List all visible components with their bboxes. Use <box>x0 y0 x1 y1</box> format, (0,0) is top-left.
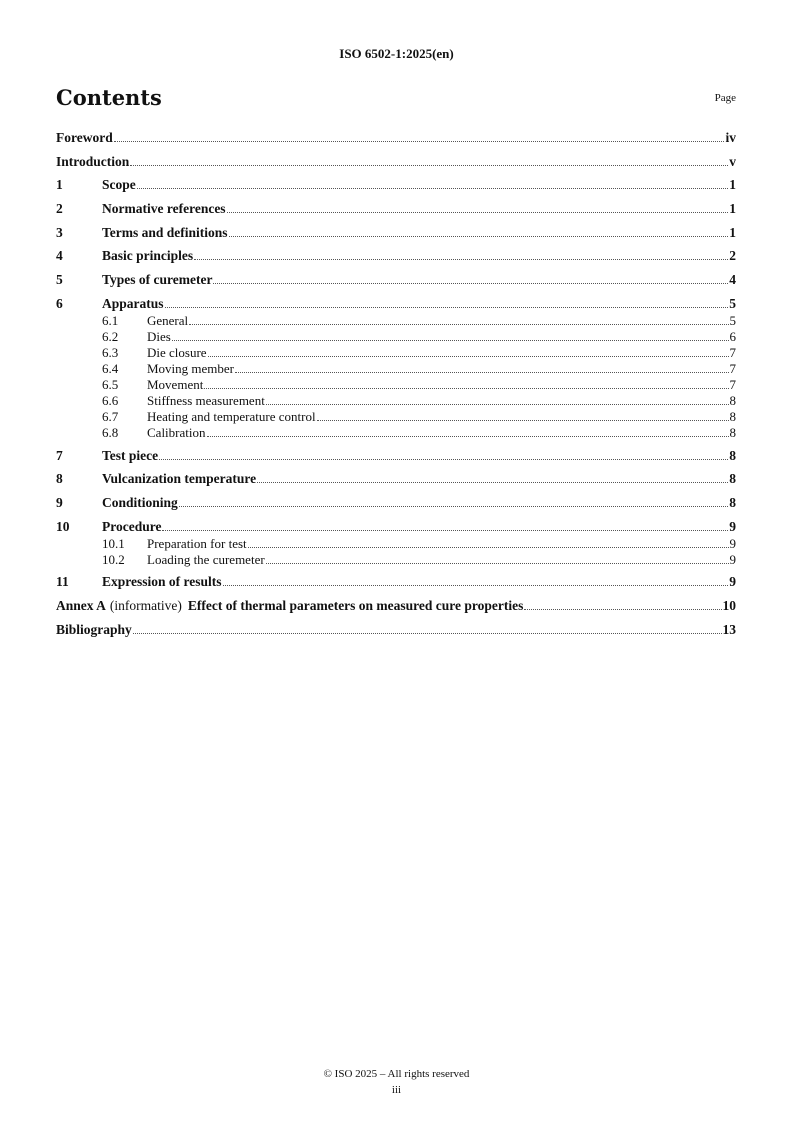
toc-page-number: 5 <box>729 312 736 328</box>
toc-entry-scope[interactable] <box>56 175 736 194</box>
toc-page-number: 7 <box>729 344 736 360</box>
dot-leader <box>130 165 728 166</box>
toc-entry-title: Conditioning <box>102 494 178 510</box>
dot-leader <box>179 506 728 507</box>
toc-page-number: 6 <box>729 328 736 344</box>
dot-leader <box>172 340 729 341</box>
page-footer <box>0 1066 793 1098</box>
toc-entry-vulcanization-temperature[interactable] <box>56 469 736 488</box>
toc-page-number: 1 <box>729 201 736 217</box>
toc-section-number: 10 <box>56 518 70 534</box>
toc-entry-title: Stiffness measurement <box>147 392 265 408</box>
dot-leader <box>159 459 728 460</box>
toc-entry-title: Heating and temperature control <box>147 408 316 424</box>
toc-subentry-die-closure[interactable] <box>56 345 736 361</box>
toc-entry-terms-and-definitions[interactable] <box>56 223 736 242</box>
toc-entry-conditioning[interactable] <box>56 493 736 512</box>
toc-page-number: 7 <box>729 360 736 376</box>
dot-leader <box>189 324 728 325</box>
toc-page-number: 1 <box>729 224 736 240</box>
toc-entry-test-piece[interactable] <box>56 446 736 465</box>
toc-section-number: 10.1 <box>102 535 125 551</box>
dot-leader <box>204 388 728 389</box>
toc-page-number: 8 <box>729 494 736 510</box>
toc-page-number: 9 <box>729 535 736 551</box>
dot-leader <box>165 307 729 308</box>
toc-entry-title: Preparation for test <box>147 535 247 551</box>
toc-entry-title: Bibliography <box>56 621 132 637</box>
toc-section-number: 6.8 <box>102 424 119 440</box>
toc-page-number: 8 <box>729 408 736 424</box>
toc-page-number: v <box>729 153 736 169</box>
toc-section-number: 2 <box>56 201 63 217</box>
toc-section-number: 6.2 <box>102 328 119 344</box>
toc-page-number: 9 <box>729 551 736 567</box>
toc-entry-title: Die closure <box>147 344 207 360</box>
toc-section-number: 10.2 <box>102 551 125 567</box>
toc-subentry-moving-member[interactable] <box>56 361 736 377</box>
toc-entry-introduction[interactable] <box>56 152 736 171</box>
toc-entry-title: Effect of thermal parameters on measured cure properties <box>187 597 524 613</box>
dot-leader <box>266 563 729 564</box>
dot-leader <box>114 141 725 142</box>
annex-type: (informative) <box>109 597 182 613</box>
toc-entry-normative-references[interactable] <box>56 199 736 218</box>
toc-section-number: 4 <box>56 248 63 264</box>
toc-page-number: 5 <box>729 295 736 311</box>
toc-subentry-loading-the-curemeter[interactable] <box>56 552 736 568</box>
dot-leader <box>223 585 729 586</box>
dot-leader <box>317 420 729 421</box>
toc-entry-title: Test piece <box>102 447 159 463</box>
toc-subentry-stiffness-measurement[interactable] <box>56 393 736 409</box>
toc-entry-title: Foreword <box>56 130 113 145</box>
toc-entry-title: Normative references <box>102 201 226 217</box>
dot-leader <box>229 236 729 237</box>
dot-leader <box>213 283 728 284</box>
toc-section-number: 6 <box>56 295 63 311</box>
dot-leader <box>248 547 729 548</box>
toc-subentry-movement[interactable] <box>56 377 736 393</box>
toc-page-number: 8 <box>729 424 736 440</box>
table-of-contents <box>56 128 736 639</box>
toc-entry-bibliography[interactable] <box>56 620 736 639</box>
dot-leader <box>227 212 729 213</box>
toc-entry-title: Basic principles <box>102 248 194 264</box>
toc-entry-title: Procedure <box>102 518 162 534</box>
toc-section-number: 5 <box>56 272 63 288</box>
toc-page-number: 10 <box>722 597 736 613</box>
toc-section-number: 7 <box>56 447 63 463</box>
toc-page-number: 2 <box>729 248 736 264</box>
toc-entry-title: Scope <box>102 177 136 193</box>
dot-leader <box>235 372 728 373</box>
toc-entry-title: Introduction <box>56 153 130 169</box>
toc-page-number: 7 <box>729 376 736 392</box>
dot-leader <box>266 404 729 405</box>
toc-subentry-dies[interactable] <box>56 329 736 345</box>
contents-title: Contents <box>56 85 162 110</box>
toc-entry-procedure[interactable] <box>56 517 736 536</box>
toc-entry-title: Moving member <box>147 360 235 376</box>
dot-leader <box>207 436 729 437</box>
toc-entry-title: Vulcanization temperature <box>102 471 257 487</box>
toc-section-number: 6.7 <box>102 408 119 424</box>
toc-entry-title: Terms and definitions <box>102 224 228 240</box>
toc-entry-types-of-curemeter[interactable] <box>56 270 736 289</box>
toc-section-number: 11 <box>56 574 69 590</box>
toc-subentry-heating-and-temperature-control[interactable] <box>56 409 736 425</box>
page-number: iii <box>391 1084 402 1096</box>
toc-entry-title: General <box>147 312 189 328</box>
toc-page-number: 8 <box>729 447 736 463</box>
dot-leader <box>137 188 729 189</box>
toc-subentry-preparation-for-test[interactable] <box>56 536 736 552</box>
dot-leader <box>208 356 729 357</box>
toc-section-number: 3 <box>56 224 63 240</box>
toc-subentry-general[interactable] <box>56 313 736 329</box>
toc-entry-title: Movement <box>147 376 204 392</box>
toc-subentry-calibration[interactable] <box>56 425 736 441</box>
toc-section-number: 8 <box>56 471 63 487</box>
toc-entry-title: Calibration <box>147 424 206 440</box>
toc-entry-foreword[interactable] <box>56 128 736 147</box>
dot-leader <box>524 609 721 610</box>
dot-leader <box>133 633 722 634</box>
toc-section-number: 9 <box>56 494 63 510</box>
toc-section-number: 6.6 <box>102 392 119 408</box>
toc-page-number: 1 <box>729 177 736 193</box>
toc-entry-title: Expression of results <box>102 574 222 590</box>
page-column-label: Page <box>714 92 736 104</box>
toc-entry-title: Apparatus <box>102 295 164 311</box>
dot-leader <box>257 482 728 483</box>
toc-section-number: 1 <box>56 177 63 193</box>
toc-page-number: 8 <box>729 392 736 408</box>
toc-page-number: 4 <box>729 272 736 288</box>
toc-section-number: 6.5 <box>102 376 119 392</box>
toc-entry-annex-a[interactable] <box>56 596 736 615</box>
toc-entry-expression-of-results[interactable] <box>56 572 736 591</box>
toc-page-number: iv <box>725 130 736 145</box>
copyright-notice: © ISO 2025 – All rights reserved <box>323 1068 470 1080</box>
toc-page-number: 8 <box>729 471 736 487</box>
toc-entry-title: Dies <box>147 328 171 344</box>
dot-leader <box>162 530 728 531</box>
annex-prefix: Annex A <box>56 597 106 613</box>
toc-entry-apparatus[interactable] <box>56 294 736 313</box>
dot-leader <box>194 259 728 260</box>
toc-section-number: 6.4 <box>102 360 119 376</box>
toc-entry-title: Loading the curemeter <box>147 551 265 567</box>
toc-entry-title: Types of curemeter <box>102 272 213 288</box>
toc-entry-basic-principles[interactable] <box>56 246 736 265</box>
toc-section-number: 6.1 <box>102 312 119 328</box>
toc-page-number: 9 <box>729 574 736 590</box>
toc-page-number: 13 <box>722 621 736 637</box>
document-id-header: ISO 6502-1:2025(en) <box>339 46 454 61</box>
toc-section-number: 6.3 <box>102 344 119 360</box>
toc-page-number: 9 <box>729 518 736 534</box>
